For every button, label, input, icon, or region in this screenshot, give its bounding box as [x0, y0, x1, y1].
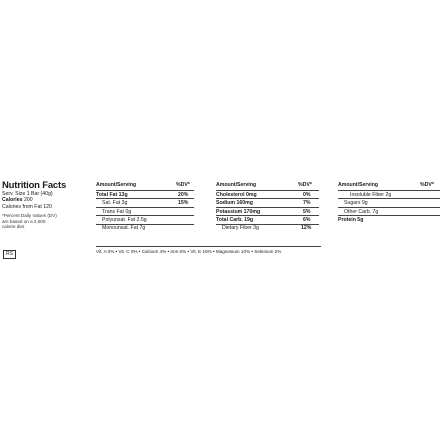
nutrient-column-3: [338, 182, 440, 224]
nutrient-row: [338, 207, 440, 215]
nutrient-label: Total Carb. 19g: [216, 216, 254, 223]
nutrient-label: Polyunsat. Fat 2.5g: [102, 216, 147, 223]
nutrient-label: Cholesterol 0mg: [216, 191, 257, 198]
nutrient-label: Other Carb. 7g: [344, 208, 379, 215]
summary-panel: [2, 180, 92, 230]
calories-from-fat: Calories from Fat 120: [2, 203, 52, 210]
nutrient-row: [96, 190, 194, 198]
nutrient-row: [338, 198, 440, 206]
nutrient-row: [96, 207, 194, 215]
nutrient-dv: 12%: [301, 225, 312, 232]
nutrient-row: [338, 215, 440, 223]
nutrient-row: [96, 215, 194, 223]
nutrient-row: [338, 190, 440, 198]
nutrient-label: Sodium 160mg: [216, 200, 253, 207]
nutrient-label: Trans Fat 0g: [102, 208, 132, 215]
amount-header: Amount/Serving: [216, 182, 257, 188]
nutrient-row: [216, 224, 319, 232]
label-code: RS: [3, 250, 16, 259]
calories-value: 200: [23, 197, 33, 204]
nutrient-column-1: [96, 182, 194, 232]
nutrient-label: Protein 5g: [338, 216, 364, 223]
nutrient-label: Total Fat 13g: [96, 191, 128, 198]
column-header: [338, 182, 440, 190]
label-title: Nutrition Facts: [2, 180, 67, 191]
nutrient-row: [216, 215, 319, 223]
nutrient-dv: 5%: [303, 208, 311, 215]
nutrient-label: Dietary Fiber 3g: [222, 225, 259, 232]
nutrient-row: [216, 207, 319, 215]
nutrient-label: Insoluble Fiber 2g: [350, 191, 392, 198]
nutrient-label: Potassium 170mg: [216, 208, 261, 215]
daily-value-footnote: *Percent Daily Values (DV) are based on a 2,000 calorie diet: [2, 213, 57, 230]
column-header: [216, 182, 319, 190]
calories-label: Calories: [2, 197, 23, 204]
dv-header: %DV*: [298, 182, 312, 188]
nutrient-row: [96, 224, 194, 232]
amount-header: Amount/Serving: [338, 182, 379, 188]
serving-size: Serv. Size 1 Bar (40g): [2, 191, 53, 197]
nutrient-label: Monounsat. Fat 7g: [102, 225, 146, 232]
nutrient-row: [216, 198, 319, 206]
nutrient-dv: 15%: [178, 200, 189, 207]
nutrient-row: [96, 198, 194, 206]
column-header: [96, 182, 194, 190]
nutrient-column-2: [216, 182, 319, 232]
nutrition-facts-label: [0, 174, 440, 264]
vitamins-minerals: Vit. A 0% • Vit. C 0% • Calcium 4% • Iron 6% • Vit. E 15% • Magnesium 10% • Selenium 2%: [96, 249, 282, 254]
nutrient-row: [216, 190, 319, 198]
nutrient-label: Sat. Fat 3g: [102, 200, 128, 207]
amount-header: Amount/Serving: [96, 182, 137, 188]
dv-header: %DV*: [420, 182, 434, 188]
nutrient-dv: 20%: [178, 191, 189, 198]
vitamins-divider: [96, 246, 321, 247]
nutrient-dv: 0%: [303, 191, 311, 198]
nutrient-label: Sugars 9g: [344, 200, 368, 207]
nutrient-dv: 7%: [303, 200, 311, 207]
dv-header: %DV*: [176, 182, 190, 188]
nutrient-dv: 6%: [303, 216, 311, 223]
